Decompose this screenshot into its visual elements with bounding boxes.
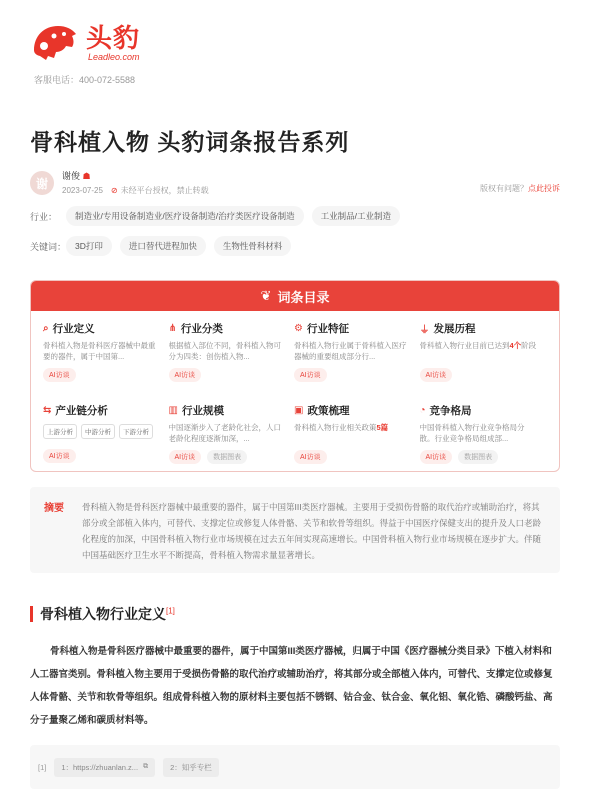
- search-doc-icon: ⌕: [43, 323, 49, 334]
- leopard-logo-icon: [30, 20, 80, 66]
- history-desc-suffix: 阶段: [521, 341, 537, 350]
- reference-text: 1：https://zhuanlan.z...: [61, 762, 139, 772]
- ai-interview-button[interactable]: AI访谈: [420, 450, 453, 464]
- stage-count: 4个: [509, 341, 522, 350]
- downstream-chip[interactable]: 下游分析: [119, 424, 153, 439]
- catalog-item-history[interactable]: [420, 321, 546, 395]
- catalog-item-desc: [294, 422, 412, 444]
- summary-label: 摘要: [44, 503, 64, 514]
- catalog-item-title: 产业链分析: [55, 405, 108, 417]
- catalog-item-competition[interactable]: [420, 403, 546, 472]
- no-repost-icon: ⊘: [110, 186, 118, 195]
- policy-desc-prefix: 骨科植入物行业相关政策: [294, 423, 377, 432]
- catalog-item-definition[interactable]: [43, 321, 169, 395]
- report-block: [480, 183, 560, 194]
- catalog-item-title: 竞争格局: [429, 405, 472, 417]
- reference-link[interactable]: [163, 758, 219, 777]
- history-desc-prefix: 骨科植入物行业目前已达到: [419, 341, 510, 350]
- external-link-icon: ⧉: [143, 763, 149, 770]
- section-body: 骨科植入物是骨科医疗器械中最重要的器件，属于中国第III类医疗器械，归属于中国《医疗器械分类目录》下植入材料和人工器官类别。骨科植入物主要用于受损伤骨骼的取代治疗或辅助治疗，将其部分或全部植入体内，可替代、支撑定位或修复人体骨骼、关节和软骨等组织。组成骨科植入物的原材料主要包括不锈钢、钴合金、钛合金、氧化铝、氧化锆、磷酸钙盐、高分子量聚乙烯和碳质材料等。: [30, 646, 553, 726]
- author-name-text: 谢俊: [62, 171, 81, 181]
- industry-row: [30, 206, 408, 226]
- section-heading: [30, 604, 175, 624]
- page-title: 骨科植入物 头豹词条报告系列: [30, 129, 350, 155]
- ai-interview-button[interactable]: AI访谈: [294, 450, 327, 464]
- verified-icon: ☗: [82, 171, 91, 181]
- leopard-catalog-icon: ❦: [260, 288, 272, 303]
- summary-text: 骨科植入物是骨科医疗器械中最重要的器件，属于中国第III类医疗器械。主要用于受损伤骨骼的取代治疗或辅助治疗，将其部分或全部植入体内，可替代、支撑定位或修复人体骨骼、关节和软骨等组织。得益于中国医疗保健支出的提升及人口老龄化程度的加深，中国骨科植入物行业市场规模在过去五年间实现高速增长。中国骨科植入物行业市场规模在逐步扩大。伴随中国基础医疗卫生水平不断提高，骨科植入物需求量显著增长。: [82, 502, 542, 560]
- citation-link[interactable]: [1]: [166, 606, 175, 616]
- report-link[interactable]: 点此投诉: [528, 184, 560, 193]
- references-box: [30, 745, 560, 789]
- catalog-item-desc: 骨科植入物行业属于骨科植入医疗器械的重要组成部分行...: [294, 341, 407, 361]
- policy-icon: ▣: [294, 405, 304, 416]
- catalog-item-title: 发展历程: [433, 323, 476, 335]
- ai-interview-button[interactable]: AI访谈: [169, 450, 202, 464]
- keywords-row: [30, 236, 299, 256]
- hotline-text: 客服电话：400-072-5588: [34, 75, 136, 85]
- data-chart-button[interactable]: 数据图表: [207, 450, 247, 464]
- catalog-item-desc: 根据植入部位不同，骨科植入物可分为四类：创伤植入物...: [168, 341, 281, 361]
- midstream-chip[interactable]: 中游分析: [81, 424, 115, 439]
- keyword-tag[interactable]: 生物性骨科材料: [214, 236, 292, 256]
- reference-text: 2：知乎专栏: [170, 762, 212, 772]
- ai-interview-button[interactable]: AI访谈: [169, 368, 202, 382]
- section-title: 骨科植入物行业定义: [40, 606, 166, 622]
- brand-name: 头豹: [86, 23, 141, 53]
- ai-interview-button[interactable]: AI访谈: [43, 449, 76, 463]
- summary-box: [30, 487, 560, 573]
- ai-interview-button[interactable]: AI访谈: [420, 368, 453, 382]
- catalog-item-desc: [420, 340, 538, 362]
- catalog-item-chain[interactable]: [43, 403, 169, 472]
- catalog-item-classification[interactable]: [169, 321, 295, 395]
- brand-logo[interactable]: [30, 20, 140, 66]
- keywords-label: 关键词：: [30, 241, 67, 252]
- ai-interview-button[interactable]: AI访谈: [294, 368, 327, 382]
- catalog-item-desc: 中国逐渐步入了老龄化社会，人口老龄化程度逐渐加深，...: [168, 423, 281, 443]
- catalog-item-title: 行业特征: [306, 323, 349, 335]
- industry-label: 行业：: [30, 211, 58, 222]
- catalog-item-title: 行业规模: [181, 405, 224, 417]
- catalog-item-desc: 中国骨科植入物行业竞争格局分散。行业竞争格局组成部...: [419, 423, 525, 443]
- top-strip: [0, 0, 600, 6]
- catalog-item-title: 政策梳理: [307, 405, 350, 417]
- catalog-title: 词条目录: [277, 289, 330, 305]
- report-question: 版权有问题？: [480, 184, 528, 193]
- industry-tag[interactable]: 制造业/专用设备制造业/医疗设备制造/治疗类医疗设备制造: [66, 206, 304, 226]
- author-name[interactable]: [62, 170, 209, 182]
- pie-chart-icon: ◔: [419, 405, 426, 416]
- brand-domain: Leadleo.com: [88, 52, 140, 62]
- upstream-chip[interactable]: 上游分析: [43, 424, 77, 439]
- reference-number: [1]: [38, 762, 47, 772]
- catalog-item-features[interactable]: [294, 321, 420, 395]
- catalog-item-title: 行业定义: [52, 323, 95, 335]
- catalog-panel: [30, 280, 560, 472]
- policy-count: 5篇: [376, 423, 389, 432]
- catalog-item-title: 行业分类: [180, 323, 223, 335]
- reference-link[interactable]: [54, 758, 155, 777]
- copyright-notice: 未经平台授权，禁止转载: [120, 186, 209, 195]
- catalog-item-scale[interactable]: [169, 403, 295, 472]
- catalog-grid: [31, 311, 559, 472]
- ai-interview-button[interactable]: AI访谈: [43, 368, 76, 382]
- keyword-tag[interactable]: 进口替代进程加快: [120, 236, 206, 256]
- timeline-icon: ⏚: [419, 325, 430, 336]
- catalog-item-policy[interactable]: [294, 403, 420, 472]
- bar-chart-icon: ▥: [168, 405, 178, 416]
- catalog-header: [31, 281, 559, 311]
- industry-tag[interactable]: 工业制品/工业制造: [312, 206, 400, 226]
- author-block: [30, 170, 209, 196]
- chain-icon: ⇆: [43, 405, 52, 416]
- publish-date: 2023-07-25: [62, 186, 103, 195]
- catalog-item-desc: 骨科植入物是骨科医疗器械中最重要的器件，属于中国第...: [43, 341, 156, 361]
- section-bar: [30, 606, 33, 622]
- hierarchy-icon: ⋔: [168, 323, 177, 334]
- gear-icon: ⚙: [294, 323, 303, 334]
- keyword-tag[interactable]: 3D打印: [66, 236, 112, 256]
- data-chart-button[interactable]: 数据图表: [458, 450, 498, 464]
- avatar[interactable]: 谢: [30, 171, 54, 195]
